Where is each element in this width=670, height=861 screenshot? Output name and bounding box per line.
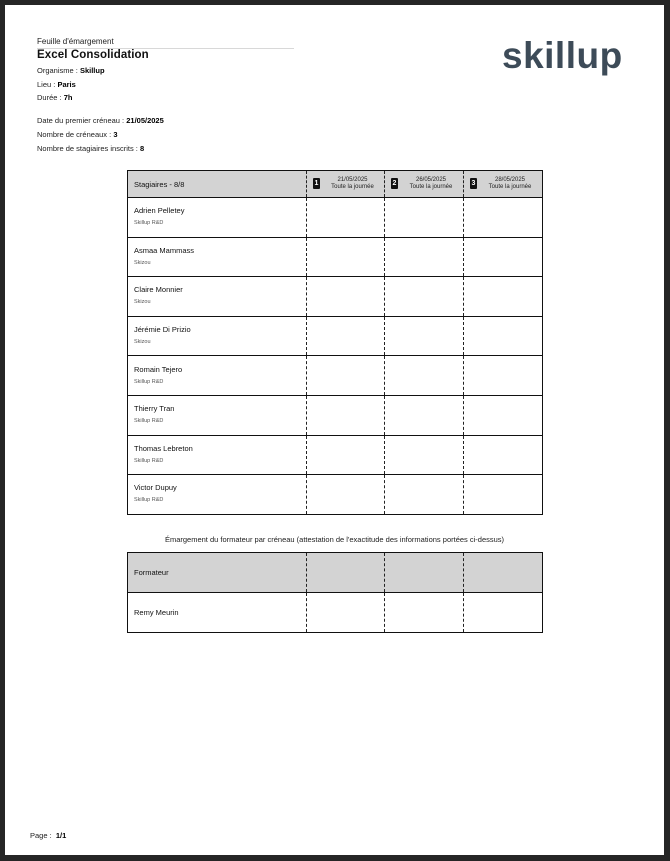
trainee-row [128,237,543,277]
slot-period: Toute la journée [409,184,453,190]
slot-header [464,171,543,198]
signature-cell[interactable] [464,475,543,515]
signature-cell[interactable] [385,237,464,277]
trainee-cell [128,356,307,396]
signature-cell[interactable] [464,316,543,356]
trainee-name: Victor Dupuy [134,483,177,493]
trainee-cell [128,198,307,238]
organisme-line: Organisme : Skillup [37,66,105,75]
trainee-cell [128,316,307,356]
signature-cell[interactable] [385,316,464,356]
trainee-row [128,198,543,238]
nb-stagiaires-value: 8 [139,144,145,153]
trainer-name: Remy Meurin [134,608,179,617]
trainee-row [128,395,543,435]
trainee-row [128,277,543,317]
slot-date: 28/05/2025 [494,177,526,183]
signature-cell[interactable] [464,395,543,435]
slot-header [307,171,385,198]
slot-number-badge: 3 [471,180,476,187]
attendance-header-row [128,171,543,198]
duree-value: 7h [63,93,73,102]
signature-cell[interactable] [307,316,385,356]
trainee-cell [128,395,307,435]
slot-date: 21/05/2025 [337,177,368,183]
trainee-name: Claire Monnier [134,285,183,295]
signature-cell[interactable] [385,593,464,633]
trainee-organisation: Skillup R&D [134,378,164,385]
signature-cell[interactable] [464,237,543,277]
attendance-table [127,170,543,515]
nb-creneaux-line: Nombre de créneaux : 3 [37,130,118,139]
signature-cell[interactable] [307,593,385,633]
trainee-row [128,475,543,515]
slot-number-badge: 1 [314,180,319,187]
signature-cell[interactable] [307,198,385,238]
trainee-name: Thierry Tran [134,404,175,414]
lieu-line: Lieu : Paris [37,80,76,89]
slot-date: 26/05/2025 [415,177,447,183]
nb-creneaux-value: 3 [113,130,118,139]
trainee-cell [128,435,307,475]
signature-cell[interactable] [464,198,543,238]
formateur-header: Formateur [128,553,307,593]
signature-cell[interactable] [307,395,385,435]
signature-cell[interactable] [385,198,464,238]
stagiaires-header: Stagiaires - 8/8 [128,171,307,198]
trainee-organisation: Skillup R&D [134,457,164,464]
slot-header [385,171,464,198]
trainee-cell [128,475,307,515]
trainer-slot-header [307,553,385,593]
slot-number-badge: 2 [392,180,397,187]
premier-creneau-line: Date du premier créneau : 21/05/2025 [37,116,164,125]
training-title: Excel Consolidation [37,49,149,61]
signature-cell[interactable] [464,356,543,396]
trainee-name: Asmaa Mammass [134,245,195,255]
trainee-row [128,356,543,396]
page-number-value: 1/1 [55,831,67,840]
signature-cell[interactable] [464,277,543,317]
trainee-organisation: Skillup R&D [134,220,164,227]
trainee-organisation: Skillup R&D [134,497,164,504]
signature-cell[interactable] [464,593,543,633]
signature-cell[interactable] [307,237,385,277]
signature-cell[interactable] [307,356,385,396]
trainee-name: Adrien Pelletey [134,206,185,216]
trainer-table [127,552,543,633]
trainee-organisation: Skizou [134,299,151,306]
trainer-header-row [128,553,543,593]
signature-cell[interactable] [385,475,464,515]
trainee-organisation: Skizou [134,259,151,266]
trainee-name: Romain Tejero [134,364,183,374]
trainer-slot-header [385,553,464,593]
trainer-slot-header [464,553,543,593]
trainer-row [128,593,543,633]
slot-period: Toute la journée [488,184,532,190]
organisme-value: Skillup [79,66,105,75]
slot-period: Toute la journée [331,184,374,190]
document-type: Feuille d'émargement [37,37,114,46]
skillup-logo [502,31,628,81]
signature-cell[interactable] [385,435,464,475]
trainee-name: Jérémie Di Prizio [134,325,191,335]
signature-cell[interactable] [464,435,543,475]
logo-wordmark: skillup [502,35,623,76]
signature-cell[interactable] [385,395,464,435]
page-number: Page : 1/1 [30,831,67,840]
trainee-cell [128,277,307,317]
document-page [5,5,664,855]
trainer-name-cell [128,593,307,633]
trainee-row [128,316,543,356]
signature-cell[interactable] [307,435,385,475]
duree-line: Durée : 7h [37,93,73,102]
signature-cell[interactable] [307,277,385,317]
premier-creneau-value: 21/05/2025 [126,116,164,125]
trainer-signature-caption: Émargement du formateur par créneau (attestation de l'exactitude des informations portées ci-dessus) [164,535,505,544]
trainee-name: Thomas Lebreton [134,443,193,453]
signature-cell[interactable] [385,277,464,317]
nb-stagiaires-line: Nombre de stagiaires inscrits : 8 [37,144,145,153]
trainee-cell [128,237,307,277]
trainee-organisation: Skizou [134,339,151,346]
signature-cell[interactable] [307,475,385,515]
trainee-organisation: Skillup R&D [134,418,164,425]
trainee-row [128,435,543,475]
lieu-value: Paris [57,80,76,89]
signature-cell[interactable] [385,356,464,396]
